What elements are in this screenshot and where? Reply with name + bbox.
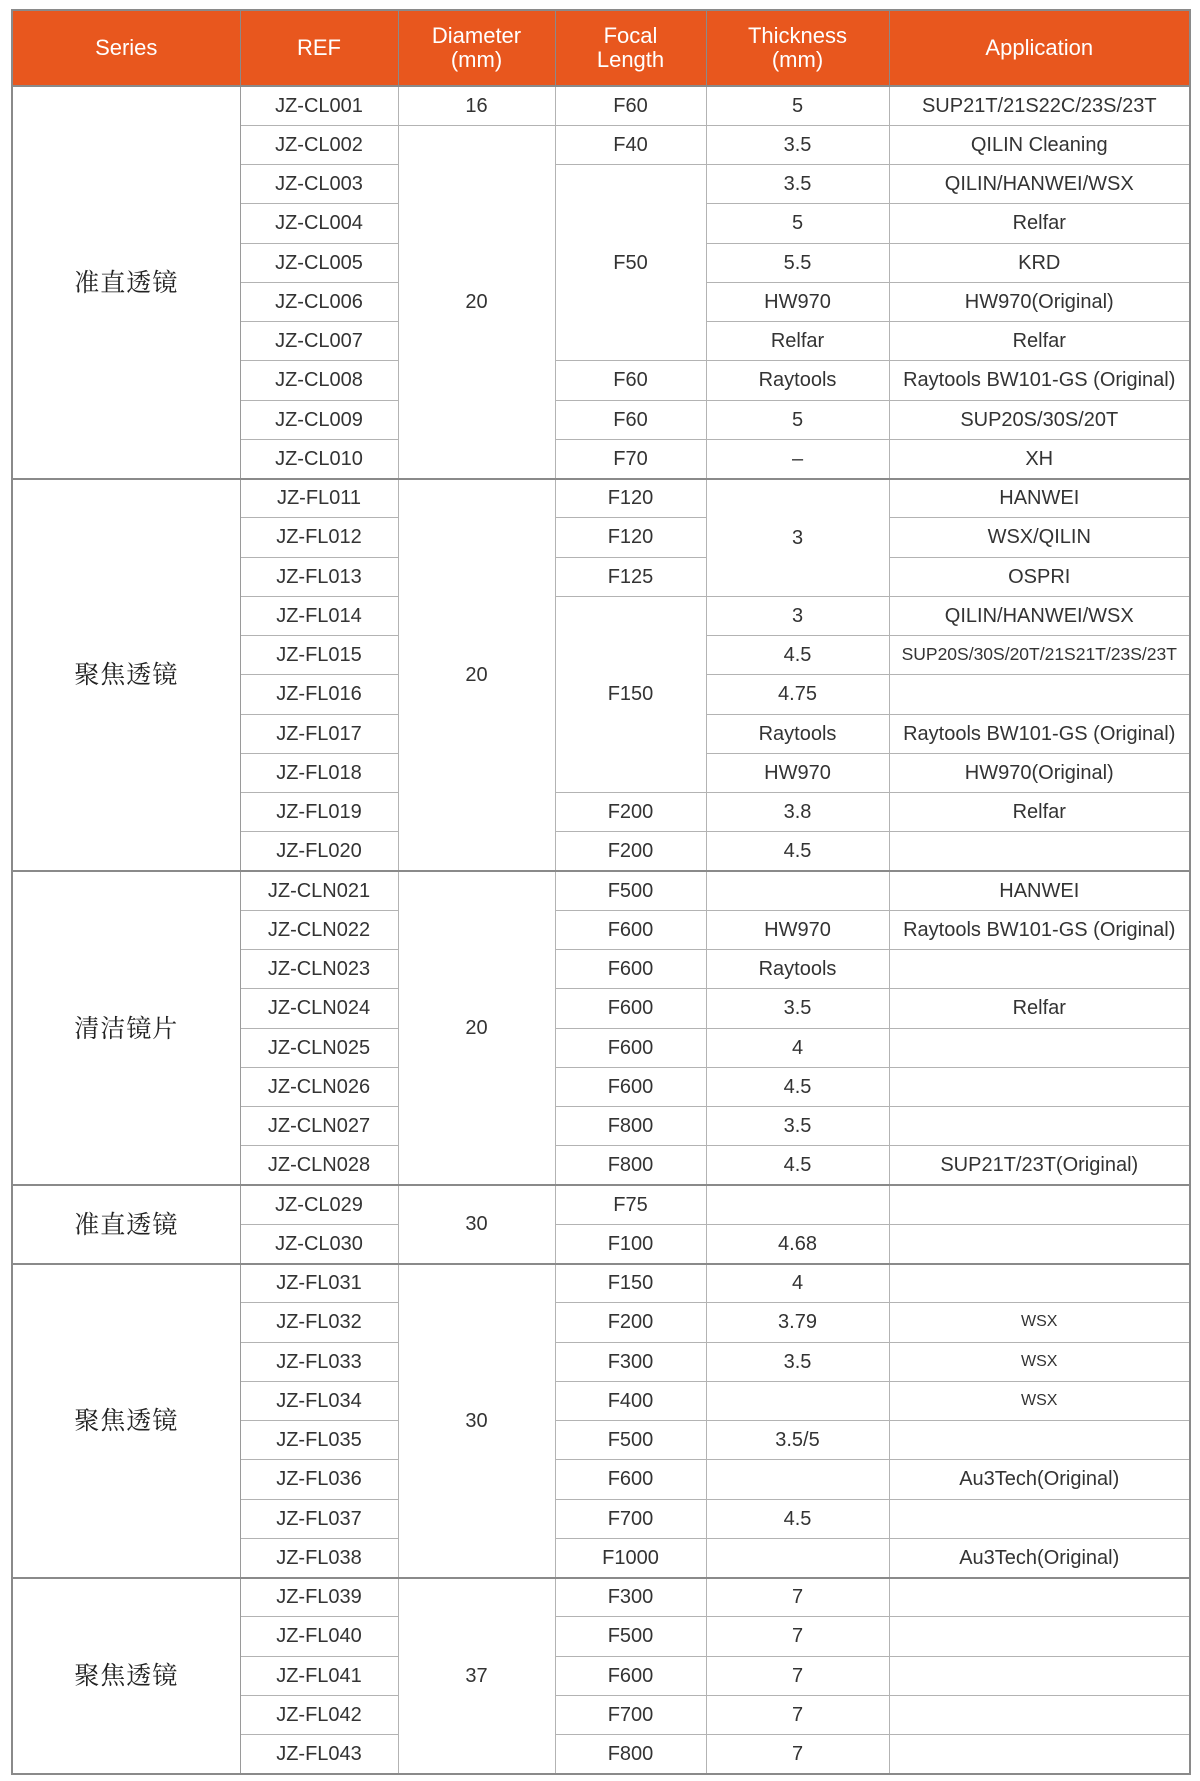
application-cell (889, 1185, 1190, 1224)
application-cell: HW970(Original) (889, 282, 1190, 321)
ref-cell: JZ-CLN025 (240, 1028, 398, 1067)
thickness-cell: 4 (706, 1264, 889, 1303)
focal-length-cell: F600 (555, 1656, 706, 1695)
header-thickness-line2: (mm) (771, 47, 824, 72)
ref-cell: JZ-FL031 (240, 1264, 398, 1303)
focal-length-cell: F40 (555, 125, 706, 164)
focal-length-cell: F200 (555, 1303, 706, 1342)
ref-cell: JZ-CL005 (240, 243, 398, 282)
application-cell (889, 950, 1190, 989)
thickness-cell: Raytools (706, 950, 889, 989)
header-row (12, 10, 1190, 86)
application-cell: SUP20S/30S/20T/21S21T/23S/23T (889, 636, 1190, 675)
thickness-cell: 4.68 (706, 1224, 889, 1263)
focal-length-cell: F50 (555, 165, 706, 361)
focal-length-cell: F60 (555, 361, 706, 400)
focal-length-cell: F700 (555, 1695, 706, 1734)
thickness-cell: 7 (706, 1735, 889, 1774)
thickness-cell: 7 (706, 1578, 889, 1617)
thickness-cell: Relfar (706, 322, 889, 361)
application-cell: WSX (889, 1303, 1190, 1342)
header-focal-length (555, 10, 706, 86)
series-cell: 聚焦透镜 (12, 1578, 240, 1774)
application-cell: OSPRI (889, 557, 1190, 596)
focal-length-cell: F600 (555, 1067, 706, 1106)
ref-cell: JZ-CL004 (240, 204, 398, 243)
application-cell (889, 1107, 1190, 1146)
focal-length-cell: F500 (555, 871, 706, 910)
application-cell: QILIN Cleaning (889, 125, 1190, 164)
ref-cell: JZ-FL034 (240, 1381, 398, 1420)
ref-cell: JZ-FL032 (240, 1303, 398, 1342)
ref-cell: JZ-FL020 (240, 832, 398, 871)
ref-cell: JZ-FL017 (240, 714, 398, 753)
thickness-cell: 3.5 (706, 1342, 889, 1381)
application-cell: Au3Tech(Original) (889, 1538, 1190, 1577)
diameter-cell: 20 (398, 871, 555, 1185)
focal-length-cell: F70 (555, 439, 706, 478)
focal-length-cell: F600 (555, 950, 706, 989)
ref-cell: JZ-FL040 (240, 1617, 398, 1656)
focal-length-cell: F500 (555, 1617, 706, 1656)
application-cell (889, 1617, 1190, 1656)
thickness-cell: HW970 (706, 282, 889, 321)
diameter-cell: 20 (398, 479, 555, 872)
application-cell: Relfar (889, 322, 1190, 361)
focal-length-cell: F120 (555, 518, 706, 557)
application-cell: WSX (889, 1342, 1190, 1381)
application-cell (889, 1735, 1190, 1774)
table-row (12, 1578, 1190, 1617)
thickness-cell: 4.5 (706, 1146, 889, 1185)
diameter-cell: 20 (398, 125, 555, 478)
thickness-cell: 5 (706, 400, 889, 439)
ref-cell: JZ-CL008 (240, 361, 398, 400)
focal-length-cell: F600 (555, 910, 706, 949)
ref-cell: JZ-CL003 (240, 165, 398, 204)
table-row (12, 479, 1190, 518)
focal-length-cell: F700 (555, 1499, 706, 1538)
thickness-cell: 5 (706, 204, 889, 243)
application-cell: XH (889, 439, 1190, 478)
focal-length-cell: F125 (555, 557, 706, 596)
diameter-cell: 30 (398, 1185, 555, 1264)
focal-length-cell: F75 (555, 1185, 706, 1224)
application-cell: WSX/QILIN (889, 518, 1190, 557)
thickness-cell: 3 (706, 479, 889, 597)
focal-length-cell: F600 (555, 1460, 706, 1499)
ref-cell: JZ-FL012 (240, 518, 398, 557)
thickness-cell: 5 (706, 86, 889, 125)
lens-spec-table (11, 9, 1191, 1775)
application-cell (889, 1224, 1190, 1263)
application-cell: SUP20S/30S/20T (889, 400, 1190, 439)
focal-length-cell: F800 (555, 1107, 706, 1146)
header-diameter-line2: (mm) (450, 47, 503, 72)
thickness-cell: 4.5 (706, 832, 889, 871)
ref-cell: JZ-FL039 (240, 1578, 398, 1617)
application-cell: Relfar (889, 989, 1190, 1028)
ref-cell: JZ-FL015 (240, 636, 398, 675)
thickness-cell: 4 (706, 1028, 889, 1067)
ref-cell: JZ-FL042 (240, 1695, 398, 1734)
thickness-cell: 5.5 (706, 243, 889, 282)
thickness-cell: 4.75 (706, 675, 889, 714)
header-thickness (706, 10, 889, 86)
application-cell: Relfar (889, 204, 1190, 243)
thickness-cell (706, 1460, 889, 1499)
focal-length-cell: F200 (555, 793, 706, 832)
ref-cell: JZ-FL016 (240, 675, 398, 714)
thickness-cell: – (706, 439, 889, 478)
application-cell: Raytools BW101-GS (Original) (889, 361, 1190, 400)
thickness-cell: 3.5 (706, 989, 889, 1028)
application-cell (889, 1067, 1190, 1106)
focal-length-cell: F300 (555, 1578, 706, 1617)
thickness-cell: 7 (706, 1617, 889, 1656)
application-cell (889, 1695, 1190, 1734)
application-cell: Raytools BW101-GS (Original) (889, 910, 1190, 949)
ref-cell: JZ-CL007 (240, 322, 398, 361)
ref-cell: JZ-CL010 (240, 439, 398, 478)
focal-length-cell: F300 (555, 1342, 706, 1381)
thickness-cell: 3.5 (706, 165, 889, 204)
ref-cell: JZ-FL037 (240, 1499, 398, 1538)
table-row (12, 86, 1190, 125)
thickness-cell: 3.79 (706, 1303, 889, 1342)
thickness-cell: 7 (706, 1656, 889, 1695)
application-cell: QILIN/HANWEI/WSX (889, 596, 1190, 635)
focal-length-cell: F800 (555, 1735, 706, 1774)
ref-cell: JZ-FL018 (240, 753, 398, 792)
header-thickness-line1: Thickness (747, 23, 848, 48)
application-cell: HANWEI (889, 479, 1190, 518)
thickness-cell: Raytools (706, 361, 889, 400)
thickness-cell: HW970 (706, 753, 889, 792)
ref-cell: JZ-CLN022 (240, 910, 398, 949)
spec-table-body (12, 86, 1190, 1774)
application-cell: Relfar (889, 793, 1190, 832)
focal-length-cell: F500 (555, 1421, 706, 1460)
diameter-cell: 30 (398, 1264, 555, 1578)
focal-length-cell: F600 (555, 1028, 706, 1067)
diameter-cell: 16 (398, 86, 555, 125)
header-diameter (398, 10, 555, 86)
diameter-cell: 37 (398, 1578, 555, 1774)
thickness-cell: 4.5 (706, 1067, 889, 1106)
thickness-cell: 3 (706, 596, 889, 635)
focal-length-cell: F150 (555, 1264, 706, 1303)
ref-cell: JZ-CL002 (240, 125, 398, 164)
ref-cell: JZ-CLN023 (240, 950, 398, 989)
application-cell (889, 1656, 1190, 1695)
application-cell (889, 1264, 1190, 1303)
application-cell: KRD (889, 243, 1190, 282)
application-cell: HW970(Original) (889, 753, 1190, 792)
focal-length-cell: F60 (555, 400, 706, 439)
series-cell: 聚焦透镜 (12, 479, 240, 872)
ref-cell: JZ-FL035 (240, 1421, 398, 1460)
ref-cell: JZ-FL043 (240, 1735, 398, 1774)
ref-cell: JZ-FL038 (240, 1538, 398, 1577)
focal-length-cell: F400 (555, 1381, 706, 1420)
thickness-cell: 7 (706, 1695, 889, 1734)
header-focal-length-line1: Focal (603, 23, 658, 48)
header-diameter-line1: Diameter (431, 23, 522, 48)
thickness-cell (706, 1538, 889, 1577)
ref-cell: JZ-CLN026 (240, 1067, 398, 1106)
ref-cell: JZ-FL013 (240, 557, 398, 596)
ref-cell: JZ-CL029 (240, 1185, 398, 1224)
application-cell (889, 1421, 1190, 1460)
focal-length-cell: F60 (555, 86, 706, 125)
ref-cell: JZ-CL009 (240, 400, 398, 439)
header-focal-length-line2: Length (596, 47, 665, 72)
series-cell: 准直透镜 (12, 86, 240, 479)
ref-cell: JZ-FL014 (240, 596, 398, 635)
application-cell: HANWEI (889, 871, 1190, 910)
table-header (12, 10, 1190, 86)
focal-length-cell: F200 (555, 832, 706, 871)
application-cell (889, 832, 1190, 871)
focal-length-cell: F150 (555, 596, 706, 792)
table-row (12, 1185, 1190, 1224)
ref-cell: JZ-CLN024 (240, 989, 398, 1028)
application-cell: Raytools BW101-GS (Original) (889, 714, 1190, 753)
application-cell (889, 1578, 1190, 1617)
header-ref: REF (240, 10, 398, 86)
ref-cell: JZ-CL006 (240, 282, 398, 321)
thickness-cell: 3.5/5 (706, 1421, 889, 1460)
application-cell: Au3Tech(Original) (889, 1460, 1190, 1499)
focal-length-cell: F120 (555, 479, 706, 518)
application-cell (889, 1499, 1190, 1538)
ref-cell: JZ-FL041 (240, 1656, 398, 1695)
thickness-cell (706, 1185, 889, 1224)
ref-cell: JZ-CL030 (240, 1224, 398, 1263)
ref-cell: JZ-CLN021 (240, 871, 398, 910)
thickness-cell: 4.5 (706, 1499, 889, 1538)
header-application: Application (889, 10, 1190, 86)
thickness-cell: 3.5 (706, 1107, 889, 1146)
thickness-cell: Raytools (706, 714, 889, 753)
header-series: Series (12, 10, 240, 86)
application-cell (889, 1028, 1190, 1067)
focal-length-cell: F1000 (555, 1538, 706, 1577)
thickness-cell: 3.8 (706, 793, 889, 832)
focal-length-cell: F600 (555, 989, 706, 1028)
ref-cell: JZ-FL033 (240, 1342, 398, 1381)
ref-cell: JZ-FL019 (240, 793, 398, 832)
thickness-cell: 3.5 (706, 125, 889, 164)
application-cell: SUP21T/23T(Original) (889, 1146, 1190, 1185)
application-cell (889, 675, 1190, 714)
thickness-cell (706, 871, 889, 910)
series-cell: 准直透镜 (12, 1185, 240, 1264)
focal-length-cell: F100 (555, 1224, 706, 1263)
thickness-cell: 4.5 (706, 636, 889, 675)
ref-cell: JZ-FL036 (240, 1460, 398, 1499)
application-cell: QILIN/HANWEI/WSX (889, 165, 1190, 204)
ref-cell: JZ-CLN027 (240, 1107, 398, 1146)
ref-cell: JZ-CL001 (240, 86, 398, 125)
table-row (12, 1264, 1190, 1303)
application-cell: WSX (889, 1381, 1190, 1420)
thickness-cell (706, 1381, 889, 1420)
application-cell: SUP21T/21S22C/23S/23T (889, 86, 1190, 125)
series-cell: 清洁镜片 (12, 871, 240, 1185)
ref-cell: JZ-CLN028 (240, 1146, 398, 1185)
series-cell: 聚焦透镜 (12, 1264, 240, 1578)
ref-cell: JZ-FL011 (240, 479, 398, 518)
table-row (12, 871, 1190, 910)
focal-length-cell: F800 (555, 1146, 706, 1185)
thickness-cell: HW970 (706, 910, 889, 949)
